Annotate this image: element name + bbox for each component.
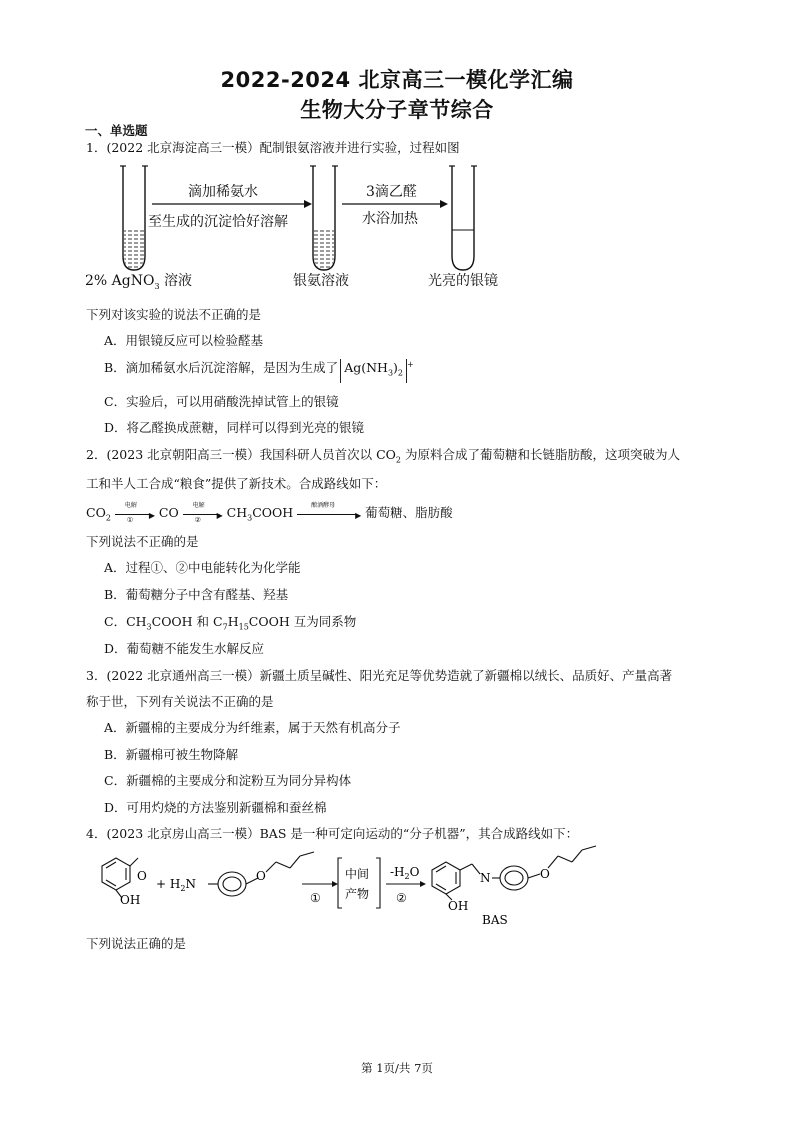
arrow1-bottom-label: 至生成的沉淀恰好溶解	[148, 214, 288, 230]
test-tube-3	[449, 166, 477, 270]
step1-label: ①	[310, 891, 321, 905]
arrow2-bottom-label: 水浴加热	[362, 211, 418, 227]
page-footer: 第 1页/共 7页	[361, 1061, 433, 1075]
tube3-label: 光亮的银镜	[428, 273, 498, 289]
salicylaldehyde-structure	[102, 858, 138, 898]
q2-synthesis-route: $CO_2$ 电解 ▶ ① CO 电解 ▶ ② $CH_3COOH$ 酿酒酵母 ▶ 葡萄糖、脂肪酸	[86, 501, 453, 524]
intermediate-label-2: 产物	[345, 887, 370, 901]
q2-option-b: B．葡萄糖分子中含有醛基、羟基	[104, 587, 289, 602]
intermediate-label-1: 中间	[345, 867, 370, 881]
q3-option-c: C．新疆棉的主要成分和淀粉互为同分异构体	[104, 773, 352, 788]
bas-label: BAS	[482, 913, 508, 927]
minus-water-label: $-H_2O$	[390, 865, 420, 881]
q1-option-d: D．将乙醛换成蔗糖，同样可以得到光亮的银镜	[104, 420, 365, 435]
bas-structure	[432, 846, 596, 900]
tube2-label: 银氨溶液	[293, 273, 349, 289]
arrow1-top-label: 滴加稀氨水	[188, 184, 258, 200]
test-tube-1	[120, 166, 148, 270]
tube1-label: 2% AgNO$_3$ 溶液	[85, 273, 193, 291]
q1-option-a: A．用银镜反应可以检验醛基	[104, 333, 264, 348]
q2-option-c: C．$CH_3COOH$ 和 $C_7H_{15}COOH$ 互为同系物	[104, 614, 357, 632]
document-title-line1: 2022-2024 北京高三一模化学汇编	[220, 68, 574, 92]
ether-o-label: O	[256, 869, 266, 883]
q4-stem: 4．(2023 北京房山高三一模）BAS 是一种可定向运动的“分子机器”，其合成路线如下：	[86, 826, 579, 841]
q3-option-d: D．可用灼烧的方法鉴别新疆棉和蚕丝棉	[104, 800, 327, 815]
amine-label: + $H_2N$	[156, 877, 196, 893]
q2-stem-line2: 工和半人工合成“粮食”提供了新技术。合成路线如下：	[86, 476, 387, 491]
document-title-line2: 生物大分子章节综合	[300, 98, 494, 122]
q2-option-a: A．过程①、②中电能转化为化学能	[104, 560, 301, 575]
q2-option-d: D．葡萄糖不能发生水解反应	[104, 641, 265, 656]
phenol-oh-label: OH	[120, 893, 141, 907]
q3-stem-line2: 称于世，下列有关说法不正确的是	[86, 694, 274, 709]
q1-stem: 1．(2022 北京海淀高三一模）配制银氨溶液并进行实验，过程如图	[86, 140, 460, 155]
q2-stem-line1: 2．(2023 北京朝阳高三一模）我国科研人员首次以 $CO_2$ 为原料合成了葡萄糖和长链脂肪酸，这项突破为人	[86, 447, 680, 465]
q1-option-b: B．滴加稀氨水后沉淀溶解，是因为生成了 $Ag(NH_3)_2^+$	[104, 358, 414, 383]
q1-option-c: C．实验后，可以用硝酸洗掉试管上的银镜	[104, 394, 339, 409]
imine-n-label: N	[480, 871, 491, 885]
q4-prompt: 下列说法正确的是	[86, 936, 187, 951]
q2-prompt: 下列说法不正确的是	[86, 534, 199, 549]
product-ether-o-label: O	[540, 867, 550, 881]
q3-stem-line1: 3．(2022 北京通州高三一模）新疆土质呈碱性、阳光充足等优势造就了新疆棉以绒长、品质好、产量高著	[86, 668, 673, 683]
section-heading: 一、单选题	[85, 123, 148, 138]
q3-option-a: A．新疆棉的主要成分为纤维素，属于天然有机高分子	[104, 720, 401, 735]
aldehyde-o-label: O	[137, 869, 147, 883]
arrow2-top-label: 3滴乙醛	[366, 184, 417, 200]
q4-reaction-scheme	[80, 838, 620, 930]
product-oh-label: OH	[448, 899, 469, 913]
step2-label: ②	[396, 891, 407, 905]
q3-option-b: B．新疆棉可被生物降解	[104, 747, 239, 762]
q1-prompt: 下列对该实验的说法不正确的是	[86, 307, 262, 322]
test-tube-2	[310, 166, 338, 270]
